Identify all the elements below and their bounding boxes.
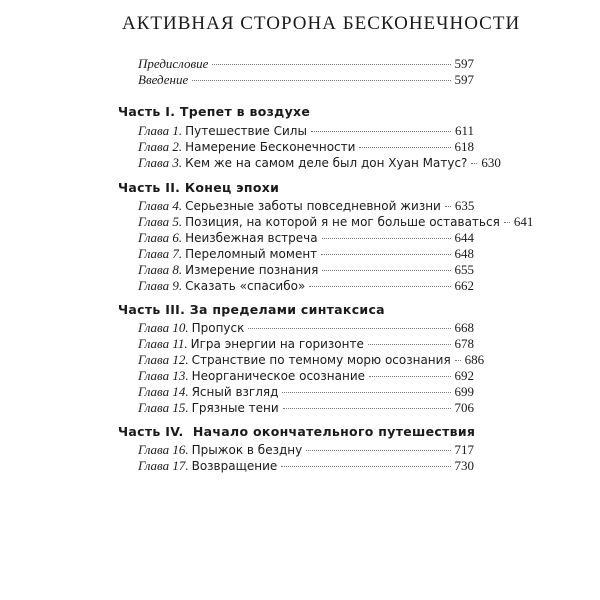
toc-entry-chapter[interactable] [138, 384, 474, 400]
toc-entry-chapter[interactable] [138, 336, 474, 352]
dot-leader [311, 131, 451, 132]
dot-leader [322, 270, 450, 271]
chapter-page: 730 [454, 458, 474, 473]
chapter-label: Глава 17. [138, 458, 189, 473]
chapter-label: Глава 16. [138, 442, 189, 457]
dot-leader [322, 238, 451, 239]
chapter-label: Глава 5. [138, 214, 183, 229]
toc-entry-chapter[interactable] [138, 139, 474, 155]
chapter-page: 706 [454, 400, 474, 415]
chapter-page: 644 [454, 230, 474, 245]
chapter-title: Неизбежная встреча [185, 231, 318, 245]
dot-leader [192, 80, 450, 81]
book-title: АКТИВНАЯ СТОРОНА БЕСКОНЕЧНОСТИ [122, 13, 521, 34]
chapter-title: Возвращение [191, 459, 278, 473]
chapter-page: 641 [513, 214, 534, 229]
toc-entry-chapter[interactable] [138, 458, 474, 474]
dot-leader [309, 286, 450, 287]
dot-leader [455, 360, 461, 361]
chapter-title: Серьезные заботы повседневной жизни [185, 199, 441, 213]
chapter-label: Глава 6. [138, 230, 183, 245]
chapter-label: Глава 10. [138, 320, 189, 335]
toc-entry-chapter[interactable] [138, 230, 474, 246]
chapter-page: 668 [454, 320, 474, 335]
dot-leader [321, 254, 450, 255]
dot-leader [306, 450, 450, 451]
toc-entry-chapter[interactable] [138, 352, 485, 368]
chapter-title: Переломный момент [185, 247, 318, 261]
chapter-title: Грязные тени [191, 401, 279, 415]
chapter-label: Глава 13. [138, 368, 189, 383]
chapter-page: 611 [454, 123, 474, 138]
chapter-title: Позиция, на которой я не мог больше оставаться [185, 215, 500, 229]
chapter-label: Глава 1. [138, 123, 183, 138]
chapter-label: Глава 14. [138, 384, 189, 399]
chapter-title: Измерение познания [185, 263, 319, 277]
chapter-label: Глава 3. [138, 155, 183, 170]
dot-leader [368, 344, 451, 345]
toc-entry-chapter[interactable] [138, 155, 501, 171]
toc-entry-introduction[interactable] [138, 72, 474, 88]
dot-leader [504, 222, 510, 223]
chapter-page: 686 [464, 352, 485, 367]
toc-entry-chapter[interactable] [138, 214, 534, 230]
toc-entry-chapter[interactable] [138, 262, 474, 278]
toc-entry-chapter[interactable] [138, 278, 474, 294]
chapter-title: Прыжок в бездну [191, 443, 303, 457]
chapter-title: Пропуск [191, 321, 245, 335]
part-heading-3: Часть III. За пределами синтаксиса [118, 302, 385, 317]
chapter-title: Неорганическое осознание [191, 369, 366, 383]
chapter-page: 662 [454, 278, 474, 293]
dot-leader [445, 206, 451, 207]
chapter-page: 692 [454, 368, 474, 383]
dot-leader [281, 466, 450, 467]
chapter-title: Кем же на самом деле был дон Хуан Матус? [185, 156, 468, 170]
part-heading-4: Часть IV. Начало окончательного путешествия [118, 424, 476, 439]
chapter-title: Сказать «спасибо» [185, 279, 306, 293]
toc-entry-chapter[interactable] [138, 442, 474, 458]
toc-entry-chapter[interactable] [138, 246, 474, 262]
chapter-page: 678 [454, 336, 474, 351]
dot-leader [359, 147, 450, 148]
toc-entry-chapter[interactable] [138, 368, 474, 384]
chapter-title: Ясный взгляд [191, 385, 279, 399]
chapter-label: Глава 11. [138, 336, 188, 351]
chapter-label: Глава 4. [138, 198, 183, 213]
dot-leader [248, 328, 450, 329]
chapter-label: Глава 15. [138, 400, 189, 415]
chapter-page: 717 [454, 442, 474, 457]
entry-title: Введение [138, 72, 189, 87]
dot-leader [212, 64, 450, 65]
chapter-label: Глава 7. [138, 246, 183, 261]
chapter-page: 635 [454, 198, 475, 213]
chapter-title: Странствие по темному морю осознания [191, 353, 451, 367]
chapter-page: 655 [454, 262, 474, 277]
chapter-label: Глава 9. [138, 278, 183, 293]
entry-page: 597 [454, 72, 474, 87]
chapter-title: Намерение Бесконечности [185, 140, 356, 154]
toc-entry-preface[interactable] [138, 56, 474, 72]
entry-page: 597 [454, 56, 474, 71]
chapter-page: 699 [454, 384, 474, 399]
dot-leader [283, 408, 451, 409]
chapter-page: 648 [454, 246, 474, 261]
chapter-page: 630 [481, 155, 501, 170]
toc-entry-chapter[interactable] [138, 400, 474, 416]
entry-title: Предисловие [138, 56, 209, 71]
dot-leader [471, 163, 477, 164]
toc-entry-chapter[interactable] [138, 123, 474, 139]
chapter-title: Игра энергии на горизонте [190, 337, 364, 351]
toc-entry-chapter[interactable] [138, 320, 474, 336]
part-heading-1: Часть I. Трепет в воздухе [118, 104, 311, 119]
toc-entry-chapter[interactable] [138, 198, 474, 214]
dot-leader [282, 392, 450, 393]
part-heading-2: Часть II. Конец эпохи [118, 180, 280, 195]
chapter-label: Глава 12. [138, 352, 189, 367]
chapter-label: Глава 2. [138, 139, 183, 154]
chapter-label: Глава 8. [138, 262, 183, 277]
dot-leader [369, 376, 450, 377]
chapter-title: Путешествие Силы [185, 124, 307, 138]
chapter-page: 618 [454, 139, 474, 154]
